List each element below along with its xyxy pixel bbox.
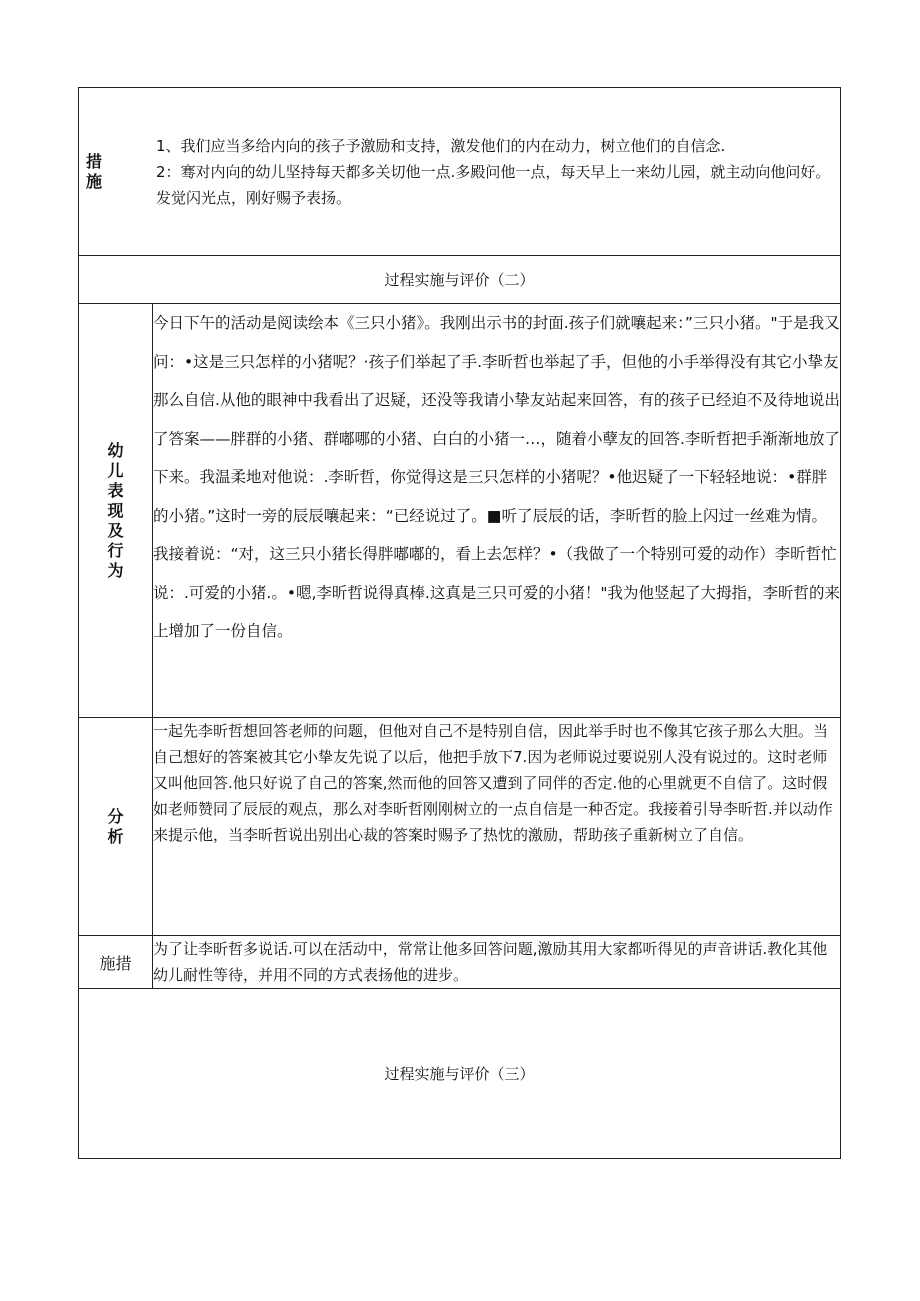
measures-line-2: 2：骞对内向的幼儿坚持每天都多关切他一点.多殿问他一点，每天早上一来幼儿园，就主动向他问好。发觉闪光点，刚好赐予表扬。 (156, 162, 831, 207)
measures-cell (79, 88, 841, 256)
analysis-label: 分析 (107, 806, 124, 846)
measures2-content: 为了让李昕哲多说话.可以在活动中，常常让他多回答问题,激励其用大家都听得见的声音讲话.教化其他幼儿耐性等待，并用不同的方式表扬他的进步。 (153, 936, 841, 989)
process-title-3: 过程实施与评价（三） (79, 989, 841, 1159)
process-title-3-row (79, 989, 841, 1159)
behavior-label-cell (79, 304, 153, 718)
measures-line-1: 1、我们应当多给内向的孩子予激励和支持，激发他们的内在动力，树立他们的自信念. (156, 136, 726, 155)
measures2-row (79, 936, 841, 989)
measures-label: 措施 (85, 151, 102, 191)
measures-content (79, 133, 840, 211)
process-title-2: 过程实施与评价（二） (79, 256, 841, 304)
analysis-content: 一起先李昕哲想回答老师的问题，但他对自己不是特别自信，因此举手时也不像其它孩子那么大胆。当自己想好的答案被其它小挚友先说了以后，他把手放下7.因为老师说过要说别人没有说过的。这时老师又叫他回答.他只好说了自己的答案,然而他的回答又遭到了同伴的否定.他的心里就更不自信了。这时假如老师赞同了辰辰的观点，那么对李昕哲刚刚树立的一点自信是一种否定。我接着引导李昕哲.并以动作来提示他，当李昕哲说出别出心裁的答案时赐予了热忱的激励，帮助孩子重新树立了自信。 (153, 718, 841, 936)
behavior-content: 今日下午的活动是阅读绘本《三只小猪》。我刚出示书的封面.孩子们就嚷起来：”三只小猪。"于是我又问：•这是三只怎样的小猪呢？·孩子们举起了手.李昕哲也举起了手，但他的小手举得没有其它小挚友那么自信.从他的眼神中我看出了迟疑，还没等我请小挚友站起来回答，有的孩子已经迫不及待地说出了答案——胖群的小猪、群嘟哪的小猪、白白的小猪一…，随着小孽友的回答.李昕哲把手渐渐地放了下来。我温柔地对他说：.李昕哲，你觉得这是三只怎样的小猪呢？•他迟疑了一下轻轻地说：•群胖的小猪。”这时一旁的辰辰嚷起来：“已经说过了。■听了辰辰的话，李昕哲的脸上闪过一丝难为情。我接着说：“对，这三只小猪长得胖嘟嘟的，看上去怎样？•（我做了一个特别可爱的动作）李昕哲忙说：.可爱的小猪.。•嗯,李昕哲说得真棒.这真是三只可爱的小猪！"我为他竖起了大拇指，李昕哲的来上增加了一份自信。 (153, 304, 841, 718)
measures-row (79, 88, 841, 256)
process-title-2-row (79, 256, 841, 304)
measures2-label: 施措 (79, 936, 153, 989)
record-table (78, 87, 841, 1159)
behavior-row (79, 304, 841, 718)
analysis-row (79, 718, 841, 936)
analysis-label-cell (79, 718, 153, 936)
behavior-label: 幼儿表现及行为 (107, 440, 124, 580)
